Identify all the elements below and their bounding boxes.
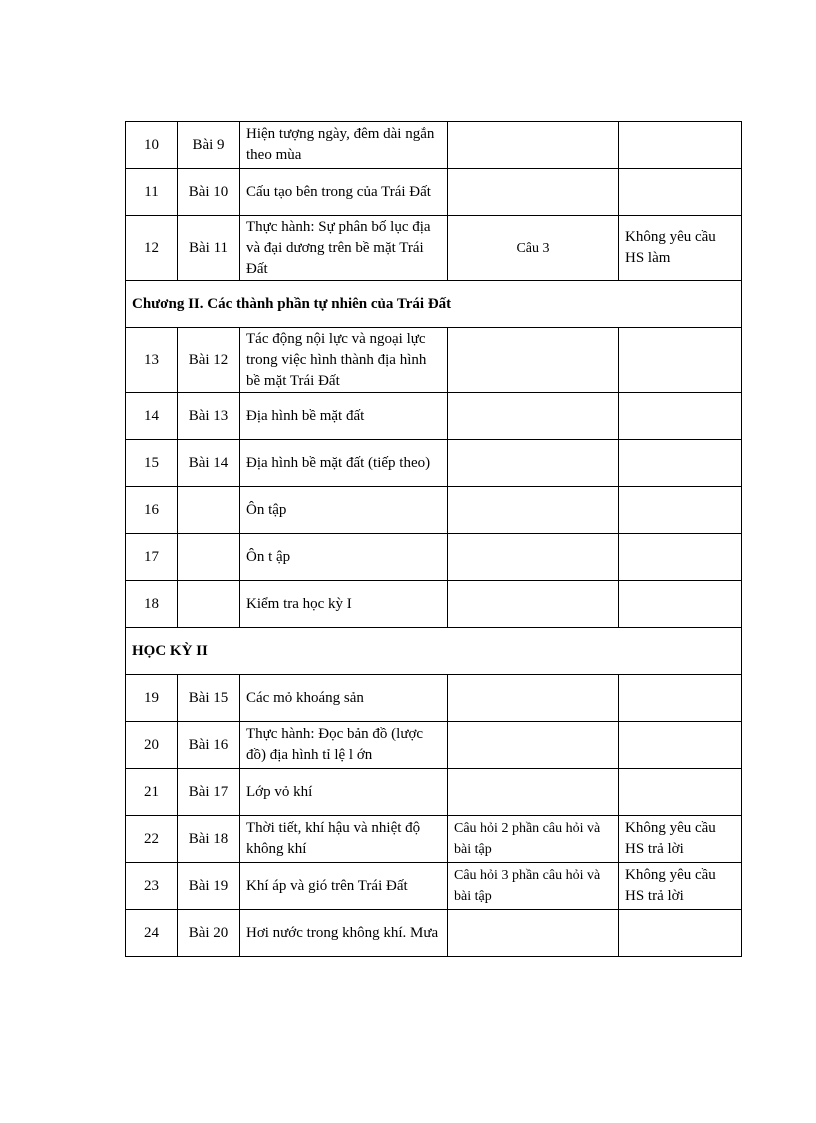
exercise-cell (448, 910, 619, 957)
row-number: 19 (126, 675, 178, 722)
note-cell (619, 769, 742, 816)
lesson-label: Bài 20 (178, 910, 240, 957)
lesson-label: Bài 16 (178, 722, 240, 769)
note-cell: Không yêu cầu HS làm (619, 216, 742, 281)
lesson-label: Bài 13 (178, 393, 240, 440)
note-cell (619, 328, 742, 393)
note-cell (619, 122, 742, 169)
lesson-title: Lớp vỏ khí (240, 769, 448, 816)
exercise-cell (448, 440, 619, 487)
lesson-title: Cấu tạo bên trong của Trái Đất (240, 169, 448, 216)
lesson-title: Ôn t ập (240, 534, 448, 581)
row-number: 20 (126, 722, 178, 769)
note-cell: Không yêu cầu HS trả lời (619, 816, 742, 863)
lesson-label: Bài 11 (178, 216, 240, 281)
lesson-label: Bài 15 (178, 675, 240, 722)
exercise-cell (448, 487, 619, 534)
row-number: 24 (126, 910, 178, 957)
exercise-cell (448, 122, 619, 169)
note-cell (619, 675, 742, 722)
note-cell (619, 440, 742, 487)
exercise-cell (448, 169, 619, 216)
exercise-cell (448, 675, 619, 722)
table-row (126, 169, 742, 216)
lesson-title: Các mỏ khoáng sản (240, 675, 448, 722)
lesson-label: Bài 18 (178, 816, 240, 863)
row-number: 17 (126, 534, 178, 581)
table-row (126, 722, 742, 769)
exercise-cell (448, 534, 619, 581)
lesson-title: Địa hình bề mặt đất (240, 393, 448, 440)
note-cell (619, 581, 742, 628)
note-cell (619, 910, 742, 957)
section-row (126, 628, 742, 675)
table-row (126, 769, 742, 816)
note-cell (619, 169, 742, 216)
row-number: 14 (126, 393, 178, 440)
row-number: 16 (126, 487, 178, 534)
note-cell (619, 722, 742, 769)
row-number: 13 (126, 328, 178, 393)
exercise-cell (448, 393, 619, 440)
note-cell: Không yêu cầu HS trả lời (619, 863, 742, 910)
row-number: 10 (126, 122, 178, 169)
lesson-label (178, 581, 240, 628)
table-row (126, 122, 742, 169)
curriculum-table-body (126, 122, 742, 957)
section-heading: HỌC KỲ II (126, 628, 742, 675)
table-row (126, 863, 742, 910)
lesson-label: Bài 12 (178, 328, 240, 393)
row-number: 23 (126, 863, 178, 910)
exercise-cell (448, 769, 619, 816)
lesson-title: Thời tiết, khí hậu và nhiệt độ không khí (240, 816, 448, 863)
lesson-title: Hiện tượng ngày, đêm dài ngắn theo mùa (240, 122, 448, 169)
row-number: 18 (126, 581, 178, 628)
table-row (126, 328, 742, 393)
table-row (126, 487, 742, 534)
table-row (126, 393, 742, 440)
exercise-cell (448, 328, 619, 393)
lesson-label: Bài 17 (178, 769, 240, 816)
lesson-title: Thực hành: Đọc bản đồ (lược đồ) địa hình tỉ lệ l ớn (240, 722, 448, 769)
table-row (126, 581, 742, 628)
lesson-title: Thực hành: Sự phân bố lục địa và đại dương trên bề mặt Trái Đất (240, 216, 448, 281)
table-row (126, 910, 742, 957)
lesson-label: Bài 10 (178, 169, 240, 216)
table-row (126, 440, 742, 487)
exercise-cell: Câu hỏi 3 phần câu hỏi và bài tập (448, 863, 619, 910)
lesson-title: Tác động nội lực và ngoại lực trong việc hình thành địa hình bề mặt Trái Đất (240, 328, 448, 393)
exercise-cell (448, 722, 619, 769)
table-row (126, 216, 742, 281)
lesson-title: Khí áp và gió trên Trái Đất (240, 863, 448, 910)
lesson-label (178, 487, 240, 534)
exercise-cell: Câu 3 (448, 216, 619, 281)
row-number: 22 (126, 816, 178, 863)
lesson-label (178, 534, 240, 581)
lesson-title: Ôn tập (240, 487, 448, 534)
lesson-title: Kiểm tra học kỳ I (240, 581, 448, 628)
note-cell (619, 534, 742, 581)
lesson-title: Địa hình bề mặt đất (tiếp theo) (240, 440, 448, 487)
row-number: 12 (126, 216, 178, 281)
lesson-label: Bài 9 (178, 122, 240, 169)
section-heading: Chương II. Các thành phần tự nhiên của Trái Đất (126, 281, 742, 328)
table-row (126, 675, 742, 722)
row-number: 15 (126, 440, 178, 487)
lesson-title: Hơi nước trong không khí. Mưa (240, 910, 448, 957)
row-number: 21 (126, 769, 178, 816)
section-row (126, 281, 742, 328)
curriculum-table (125, 121, 742, 957)
table-row (126, 816, 742, 863)
note-cell (619, 393, 742, 440)
note-cell (619, 487, 742, 534)
row-number: 11 (126, 169, 178, 216)
exercise-cell (448, 581, 619, 628)
lesson-label: Bài 14 (178, 440, 240, 487)
table-row (126, 534, 742, 581)
lesson-label: Bài 19 (178, 863, 240, 910)
exercise-cell: Câu hỏi 2 phần câu hỏi và bài tập (448, 816, 619, 863)
